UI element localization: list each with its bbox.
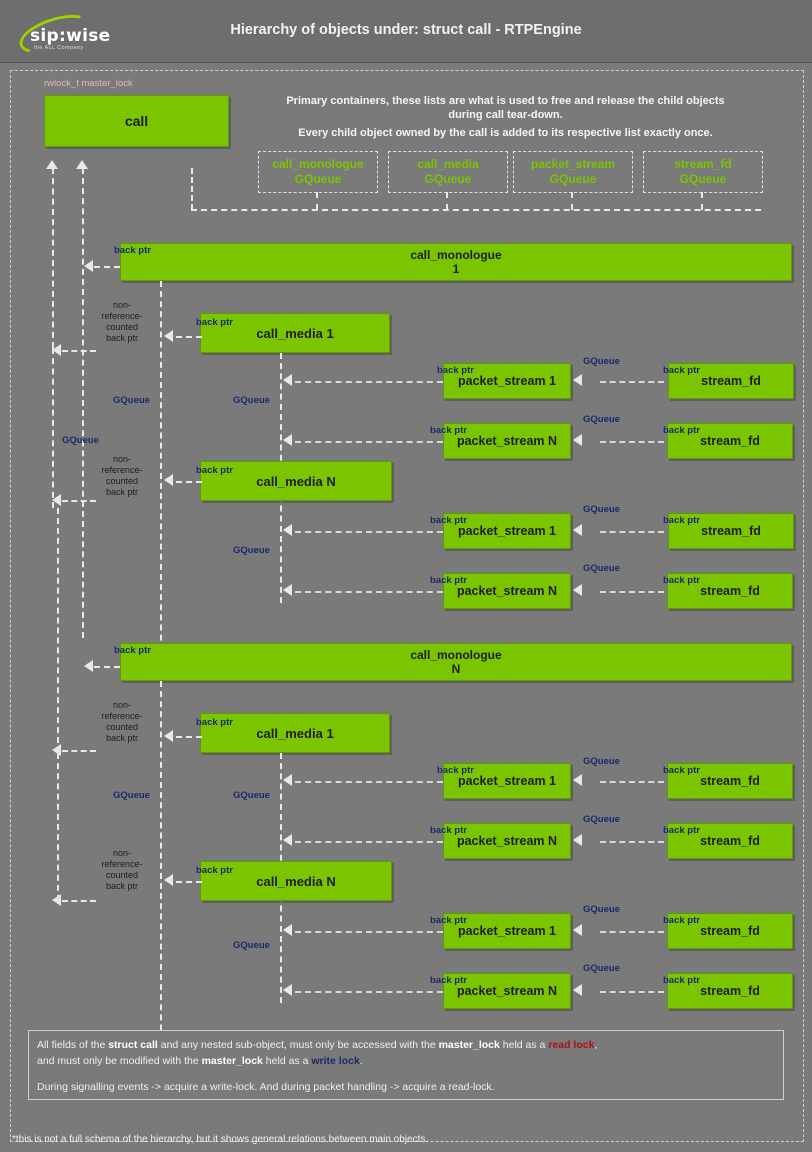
- label-gqueue-sfd-Nd: GQueue: [583, 963, 620, 974]
- line-nrc-1: [62, 350, 96, 352]
- footnote: *this is not a full schema of the hierarchy, but it shows general relations between main objects.: [12, 1134, 429, 1145]
- label-non-ref-counted-1: [96, 300, 148, 344]
- nrc-l2: reference-: [101, 465, 143, 475]
- label-back-ptr-monologue-N: back ptr: [114, 645, 151, 656]
- line-sfd-Nd: [600, 991, 664, 993]
- arrow-left-sfd-1c: [573, 774, 582, 786]
- line-ps-Nc: [295, 841, 443, 843]
- arrow-left-monologue-N: [84, 660, 93, 672]
- node-label: stream_fd: [700, 924, 760, 938]
- note-l1-b: struct call: [108, 1039, 158, 1051]
- primary-bus-line: [191, 209, 761, 211]
- line-media-1a-back: [176, 336, 202, 338]
- node-label: call_monologue: [410, 248, 502, 262]
- arrow-left-sfd-Nb: [573, 584, 582, 596]
- label-back-ptr-sfd-Nc: back ptr: [663, 825, 700, 836]
- node-index: 1: [549, 374, 556, 388]
- label-back-ptr-sfd-1d: back ptr: [663, 915, 700, 926]
- node-index: N: [548, 584, 558, 598]
- label-back-ptr-monologue-1: back ptr: [114, 245, 151, 256]
- nrc-l2: reference-: [101, 311, 143, 321]
- nrc-l4: back ptr: [105, 881, 138, 891]
- node-call-label: call: [124, 113, 149, 129]
- vline-call-d: [57, 508, 59, 753]
- node-index: 1: [326, 725, 334, 741]
- master-lock-label: rwlock_t master_lock: [44, 78, 133, 89]
- label-non-ref-counted-2: [96, 454, 148, 498]
- line-sfd-1a: [600, 381, 664, 383]
- label-gqueue-ps-col-4: GQueue: [233, 940, 270, 951]
- node-label: stream_fd: [700, 584, 760, 598]
- primary-bus-drop-media: [446, 192, 448, 210]
- page-title: Hierarchy of objects under: struct call - RTPEngine: [230, 22, 582, 38]
- line-sfd-1c: [600, 781, 664, 783]
- line-media-1b-back: [176, 736, 202, 738]
- primary-container-packet-stream: [513, 151, 633, 193]
- label-back-ptr-media-1b: back ptr: [196, 717, 233, 728]
- note-write-lock: write lock: [311, 1055, 360, 1067]
- primary-note-line2: during call tear-down.: [448, 109, 563, 121]
- nrc-l3: counted: [105, 322, 139, 332]
- note-l2-a: and must only be modified with the: [37, 1055, 202, 1067]
- primary-container-name: call_monologue: [272, 157, 364, 171]
- line-ps-Nd: [295, 991, 443, 993]
- node-index: N: [326, 473, 336, 489]
- label-back-ptr-ps-Nc: back ptr: [430, 825, 467, 836]
- vline-call-c: [52, 348, 54, 508]
- node-label: packet_stream: [456, 434, 545, 448]
- label-back-ptr-media-Na: back ptr: [196, 465, 233, 476]
- note-l1-a: All fields of the: [37, 1039, 109, 1051]
- label-gqueue-sfd-1b: GQueue: [583, 504, 620, 515]
- note-l1-c: and any nested sub-object, must only be accessed with the: [157, 1039, 439, 1051]
- app-header: [0, 0, 812, 63]
- vline-monologue-N-col: [160, 681, 162, 1081]
- node-label: call_media: [256, 873, 323, 889]
- line-nrc-3: [62, 750, 96, 752]
- node-label: stream_fd: [701, 524, 761, 538]
- primary-containers-note: [258, 94, 753, 140]
- node-index: N: [451, 662, 461, 676]
- arrow-left-ps-1b: [283, 524, 292, 536]
- node-label: packet_stream: [456, 984, 545, 998]
- arrow-left-ps-1c: [283, 774, 292, 786]
- label-back-ptr-ps-1c: back ptr: [437, 765, 474, 776]
- label-back-ptr-ps-1a: back ptr: [437, 365, 474, 376]
- note-l1-d: master_lock: [438, 1039, 500, 1051]
- node-index: 1: [326, 325, 334, 341]
- primary-container-name: call_media: [417, 157, 479, 171]
- node-label: call_media: [256, 325, 323, 341]
- line-ps-1b: [295, 531, 443, 533]
- node-label: call_media: [256, 725, 323, 741]
- label-gqueue-media-col-2: GQueue: [113, 790, 150, 801]
- arrow-left-ps-Na: [283, 434, 292, 446]
- label-gqueue-sfd-1d: GQueue: [583, 904, 620, 915]
- primary-container-call-monologue: [258, 151, 378, 193]
- label-back-ptr-ps-Na: back ptr: [430, 425, 467, 436]
- primary-note-line1: Primary containers, these lists are what is used to free and release the child objects: [286, 95, 725, 107]
- arrow-left-ps-1d: [283, 924, 292, 936]
- node-call: [44, 95, 229, 147]
- nrc-l3: counted: [105, 722, 139, 732]
- line-ps-Na: [295, 441, 443, 443]
- primary-container-kind: GQueue: [549, 172, 597, 186]
- arrow-left-nrc-3: [52, 744, 61, 756]
- vline-call-a: [52, 168, 54, 348]
- label-back-ptr-sfd-1c: back ptr: [663, 765, 700, 776]
- node-label: packet_stream: [456, 584, 545, 598]
- line-sfd-1d: [600, 931, 664, 933]
- label-back-ptr-ps-Nd: back ptr: [430, 975, 467, 986]
- line-ps-Nb: [295, 591, 443, 593]
- node-label: stream_fd: [700, 984, 760, 998]
- primary-container-kind: GQueue: [294, 172, 342, 186]
- node-label: stream_fd: [701, 374, 761, 388]
- line-monologue-N-back: [94, 666, 120, 668]
- line-ps-1c: [295, 781, 443, 783]
- label-back-ptr-ps-1d: back ptr: [430, 915, 467, 926]
- node-label: packet_stream: [458, 524, 546, 538]
- line-ps-1d: [295, 931, 443, 933]
- label-gqueue-media-col-1: GQueue: [113, 395, 150, 406]
- line-sfd-Nc: [600, 841, 664, 843]
- arrow-left-sfd-Nd: [573, 984, 582, 996]
- arrow-left-nrc-1: [52, 344, 61, 356]
- arrow-left-sfd-1a: [573, 374, 582, 386]
- vline-call-b: [82, 168, 84, 638]
- note-l2-b: master_lock: [201, 1055, 263, 1067]
- nrc-l4: back ptr: [105, 733, 138, 743]
- label-gqueue-sfd-1a: GQueue: [583, 356, 620, 367]
- label-gqueue-call-1: GQueue: [62, 435, 99, 446]
- primary-container-kind: GQueue: [424, 172, 472, 186]
- line-sfd-1b: [600, 531, 664, 533]
- primary-container-stream-fd: [643, 151, 763, 193]
- line-ps-1a: [295, 381, 443, 383]
- nrc-l4: back ptr: [105, 333, 138, 343]
- label-back-ptr-ps-1b: back ptr: [430, 515, 467, 526]
- line-media-Nb-back: [176, 881, 202, 883]
- arrow-left-media-1a: [164, 330, 173, 342]
- nrc-l4: back ptr: [105, 487, 138, 497]
- node-label: packet_stream: [458, 924, 546, 938]
- locking-note-line2: [37, 1053, 775, 1069]
- arrow-left-ps-Nc: [283, 834, 292, 846]
- arrow-left-monologue-1: [84, 260, 93, 272]
- node-index: N: [548, 834, 558, 848]
- label-gqueue-sfd-Nb: GQueue: [583, 563, 620, 574]
- node-index: 1: [549, 924, 556, 938]
- node-label: packet_stream: [456, 834, 545, 848]
- label-gqueue-ps-col-2: GQueue: [233, 545, 270, 556]
- line-sfd-Na: [600, 441, 664, 443]
- line-sfd-Nb: [600, 591, 664, 593]
- line-nrc-4: [62, 900, 96, 902]
- line-monologue-1-back: [94, 266, 120, 268]
- primary-bus-drop-packetstream: [571, 192, 573, 210]
- label-gqueue-sfd-Nc: GQueue: [583, 814, 620, 825]
- label-gqueue-sfd-1c: GQueue: [583, 756, 620, 767]
- arrow-left-ps-Nb: [283, 584, 292, 596]
- node-label: call_media: [256, 473, 323, 489]
- primary-container-name: packet_stream: [530, 157, 616, 171]
- node-label: stream_fd: [700, 774, 760, 788]
- arrow-left-media-Na: [164, 474, 173, 486]
- nrc-l2: reference-: [101, 859, 143, 869]
- label-back-ptr-media-1a: back ptr: [196, 317, 233, 328]
- primary-container-call-media: [388, 151, 508, 193]
- arrow-left-nrc-2: [52, 494, 61, 506]
- node-index: N: [548, 984, 558, 998]
- nrc-l1: non-: [112, 300, 131, 310]
- primary-bus-drop-monologue: [316, 192, 318, 210]
- arrow-left-ps-1a: [283, 374, 292, 386]
- node-call-monologue-1: [120, 243, 792, 281]
- node-label: stream_fd: [700, 434, 760, 448]
- locking-note: [28, 1030, 784, 1100]
- node-label: packet_stream: [458, 774, 546, 788]
- nrc-l1: non-: [112, 700, 131, 710]
- label-back-ptr-ps-Nb: back ptr: [430, 575, 467, 586]
- nrc-l1: non-: [112, 454, 131, 464]
- node-index: N: [326, 873, 336, 889]
- vline-call-e: [57, 753, 59, 901]
- label-back-ptr-sfd-Na: back ptr: [663, 425, 700, 436]
- primary-container-name: stream_fd: [674, 157, 732, 171]
- arrow-left-nrc-4: [52, 894, 61, 906]
- logo-subtitle: the ALL Company: [34, 45, 84, 51]
- label-non-ref-counted-3: [96, 700, 148, 744]
- arrow-left-sfd-Nc: [573, 834, 582, 846]
- node-label: packet_stream: [458, 374, 546, 388]
- arrow-left-media-Nb: [164, 874, 173, 886]
- primary-bus-drop-streamfd: [701, 192, 703, 210]
- node-label: stream_fd: [700, 834, 760, 848]
- node-call-monologue-N: [120, 643, 792, 681]
- primary-note-line3: Every child object owned by the call is added to its respective list exactly once.: [298, 127, 713, 139]
- line-nrc-2: [62, 500, 96, 502]
- arrow-left-sfd-Na: [573, 434, 582, 446]
- label-gqueue-ps-col-3: GQueue: [233, 790, 270, 801]
- note-l1-e: held as a: [499, 1039, 549, 1051]
- node-index: N: [548, 434, 558, 448]
- label-back-ptr-sfd-Nd: back ptr: [663, 975, 700, 986]
- label-back-ptr-sfd-1a: back ptr: [663, 365, 700, 376]
- label-back-ptr-sfd-1b: back ptr: [663, 515, 700, 526]
- arrow-left-sfd-1d: [573, 924, 582, 936]
- label-gqueue-sfd-Na: GQueue: [583, 414, 620, 425]
- arrow-left-sfd-1b: [573, 524, 582, 536]
- primary-bus-drop-left: [191, 168, 193, 210]
- line-media-Na-back: [176, 481, 202, 483]
- locking-note-line1: [37, 1037, 775, 1053]
- note-l2-e: .: [359, 1055, 363, 1067]
- locking-note-line3: During signalling events -> acquire a write-lock. And during packet handling -> acquire a read-lock.: [37, 1081, 495, 1093]
- note-l1-g: ,: [594, 1039, 598, 1051]
- nrc-l2: reference-: [101, 711, 143, 721]
- node-label: call_monologue: [410, 648, 502, 662]
- label-gqueue-ps-col-1: GQueue: [233, 395, 270, 406]
- nrc-l3: counted: [105, 870, 139, 880]
- logo-text: sip:wise: [30, 26, 111, 46]
- arrow-left-ps-Nd: [283, 984, 292, 996]
- label-back-ptr-media-Nb: back ptr: [196, 865, 233, 876]
- arrow-left-media-1b: [164, 730, 173, 742]
- primary-container-kind: GQueue: [679, 172, 727, 186]
- label-back-ptr-sfd-Nb: back ptr: [663, 575, 700, 586]
- node-index: 1: [549, 524, 556, 538]
- note-read-lock: read lock: [548, 1039, 595, 1051]
- node-index: 1: [549, 774, 556, 788]
- note-l2-c: held as a: [262, 1055, 312, 1067]
- label-non-ref-counted-4: [96, 848, 148, 892]
- node-index: 1: [452, 262, 460, 276]
- vline-monologue-1-col: [160, 281, 162, 681]
- nrc-l3: counted: [105, 476, 139, 486]
- nrc-l1: non-: [112, 848, 131, 858]
